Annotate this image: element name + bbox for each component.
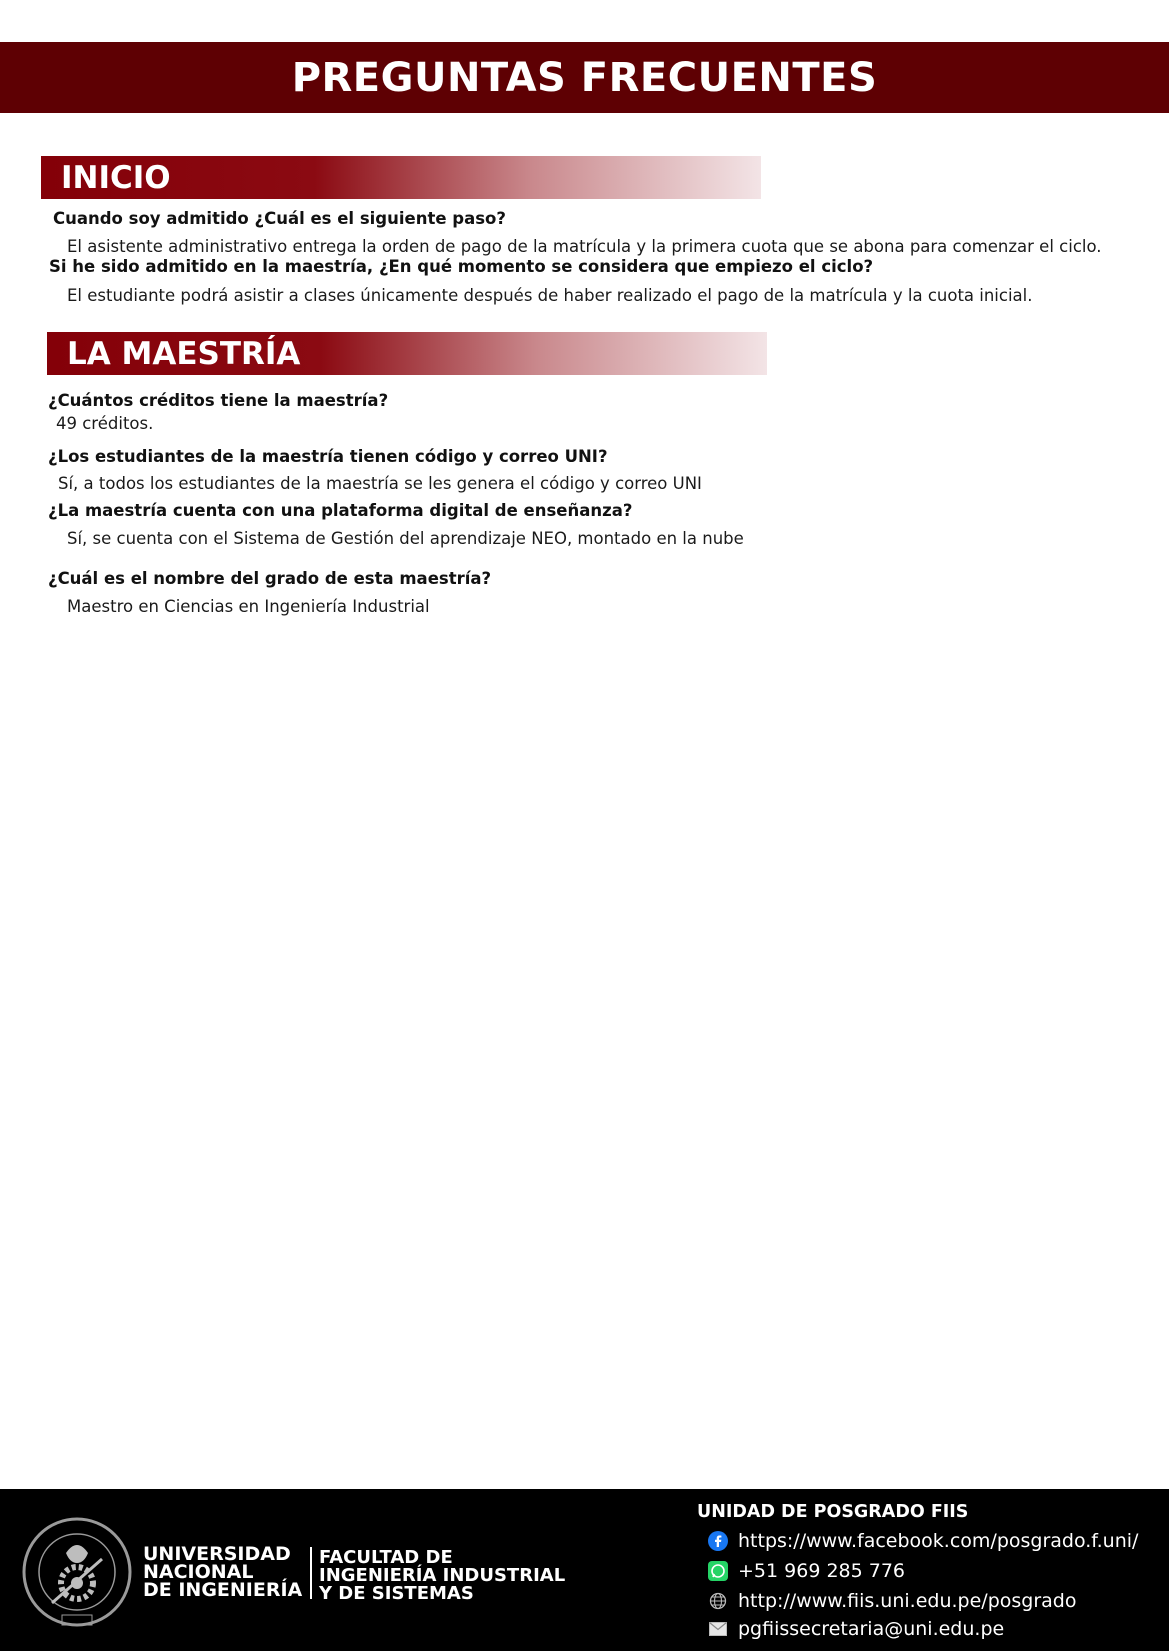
faculty-name [319, 1549, 565, 1603]
contact-text[interactable]: pgfiissecretaria@uni.edu.pe [738, 1618, 1005, 1640]
faq-question: ¿La maestría cuenta con una plataforma digital de enseñanza? [48, 501, 633, 520]
faq-answer: El asistente administrativo entrega la orden de pago de la matrícula y la primera cuota que se abona para comenzar el ciclo. [67, 237, 1102, 256]
faq-answer: Sí, se cuenta con el Sistema de Gestión del aprendizaje NEO, montado en la nube [67, 529, 744, 548]
section-heading-la-maestria [47, 332, 767, 375]
faq-answer: Sí, a todos los estudiantes de la maestría se les genera el código y correo UNI [58, 474, 702, 493]
section-heading-label: INICIO [61, 159, 171, 196]
faq-answer: 49 créditos. [56, 414, 154, 433]
section-heading-label: LA MAESTRÍA [67, 335, 301, 372]
faq-question: ¿Cuántos créditos tiene la maestría? [48, 391, 389, 410]
contact-web[interactable] [708, 1590, 1076, 1612]
university-seal-icon [22, 1503, 132, 1641]
globe-icon [708, 1591, 728, 1611]
mail-icon [708, 1619, 728, 1639]
facebook-icon [708, 1531, 728, 1551]
faq-question: Si he sido admitido en la maestría, ¿En qué momento se considera que empiezo el ciclo? [49, 257, 874, 276]
contact-text[interactable]: +51 969 285 776 [738, 1560, 906, 1582]
university-line: UNIVERSIDAD [143, 1543, 291, 1565]
contact-whatsapp[interactable] [708, 1560, 905, 1582]
faq-question: Cuando soy admitido ¿Cuál es el siguiente paso? [53, 209, 506, 228]
contact-facebook[interactable] [708, 1530, 1138, 1552]
faculty-line: INGENIERÍA INDUSTRIAL [319, 1565, 566, 1586]
section-heading-inicio [41, 156, 761, 199]
faq-question: ¿Los estudiantes de la maestría tienen código y correo UNI? [48, 447, 608, 466]
contact-email[interactable] [708, 1618, 1004, 1640]
unit-title: UNIDAD DE POSGRADO FIIS [697, 1502, 969, 1522]
faculty-line: FACULTAD DE [319, 1547, 453, 1568]
university-name [143, 1545, 302, 1599]
divider [310, 1547, 312, 1599]
title-band [0, 42, 1169, 113]
faq-answer: Maestro en Ciencias en Ingeniería Industrial [67, 597, 430, 616]
faq-question: ¿Cuál es el nombre del grado de esta maestría? [48, 569, 492, 588]
university-line: NACIONAL [143, 1561, 254, 1583]
faculty-line: Y DE SISTEMAS [319, 1583, 474, 1604]
whatsapp-icon [708, 1561, 728, 1581]
contact-text[interactable]: http://www.fiis.uni.edu.pe/posgrado [738, 1590, 1077, 1612]
page-title: PREGUNTAS FRECUENTES [291, 54, 878, 101]
faq-answer: El estudiante podrá asistir a clases únicamente después de haber realizado el pago de la matrícula y la cuota inicial. [67, 286, 1033, 305]
university-line: DE INGENIERÍA [143, 1579, 303, 1601]
contact-text[interactable]: https://www.facebook.com/posgrado.f.uni/ [738, 1530, 1139, 1552]
footer [0, 1489, 1169, 1651]
